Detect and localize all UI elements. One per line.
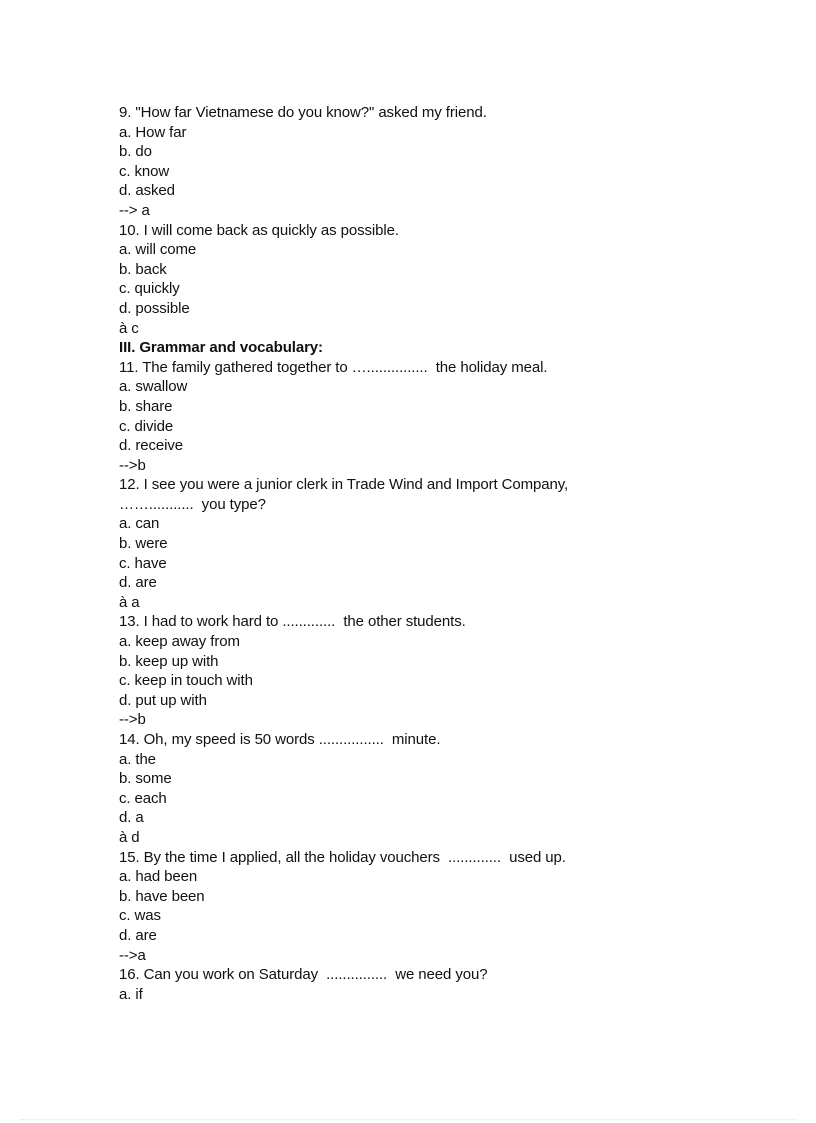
option-c: c. know (119, 162, 170, 180)
option-d: d. put up with (119, 691, 207, 709)
question-12: 12. I see you were a junior clerk in Trade Wind and Import Company, (119, 476, 569, 494)
option-c: c. was (119, 907, 161, 925)
question-14: 14. Oh, my speed is 50 words ................ minute. (119, 731, 441, 748)
option-a: a. had been (119, 868, 198, 886)
question-13: 13. I had to work hard to ............. the other students. (119, 613, 466, 631)
option-d: d. are (119, 574, 157, 592)
answer-10: à c (119, 319, 139, 337)
answer-14: à d (119, 828, 140, 846)
answer-12: à a (119, 593, 140, 611)
option-b: b. have been (119, 887, 205, 905)
option-c: c. keep in touch with (119, 672, 253, 690)
option-c: c. quickly (119, 280, 180, 298)
option-d: d. possible (119, 299, 190, 317)
option-b: b. do (119, 143, 152, 161)
option-b: b. were (119, 535, 168, 553)
option-d: d. a (119, 809, 144, 827)
option-c: c. divide (119, 417, 174, 435)
answer-11: -->b (119, 456, 146, 474)
page-bottom-rule (20, 1119, 796, 1120)
option-b: b. back (119, 260, 167, 278)
question-12-continued: ……........... you type? (119, 495, 266, 513)
document-body (119, 103, 759, 1004)
answer-13: -->b (119, 711, 146, 729)
option-b: b. keep up with (119, 652, 219, 670)
answer-9: --> a (119, 201, 150, 219)
option-a: a. can (119, 515, 160, 533)
option-c: c. each (119, 789, 167, 807)
question-16: 16. Can you work on Saturday ............... we need you? (119, 966, 488, 984)
option-a: a. if (119, 985, 143, 1003)
option-a: a. keep away from (119, 633, 240, 651)
question-15: 15. By the time I applied, all the holiday vouchers ............. used up. (119, 848, 566, 866)
option-b: b. share (119, 397, 173, 415)
option-d: d. receive (119, 437, 184, 455)
option-c: c. have (119, 554, 167, 572)
answer-15: -->a (119, 946, 146, 964)
option-a: a. will come (119, 241, 197, 259)
question-9: 9. "How far Vietnamese do you know?" asked my friend. (119, 104, 487, 121)
option-b: b. some (119, 770, 172, 788)
option-a: a. swallow (119, 378, 188, 396)
question-11: 11. The family gathered together to …............... the holiday meal. (119, 358, 548, 376)
option-d: d. asked (119, 182, 175, 200)
option-a: a. How far (119, 123, 187, 141)
section-heading: III. Grammar and vocabulary: (119, 339, 323, 357)
option-a: a. the (119, 750, 156, 768)
question-10: 10. I will come back as quickly as possible. (119, 221, 399, 239)
option-d: d. are (119, 926, 157, 944)
